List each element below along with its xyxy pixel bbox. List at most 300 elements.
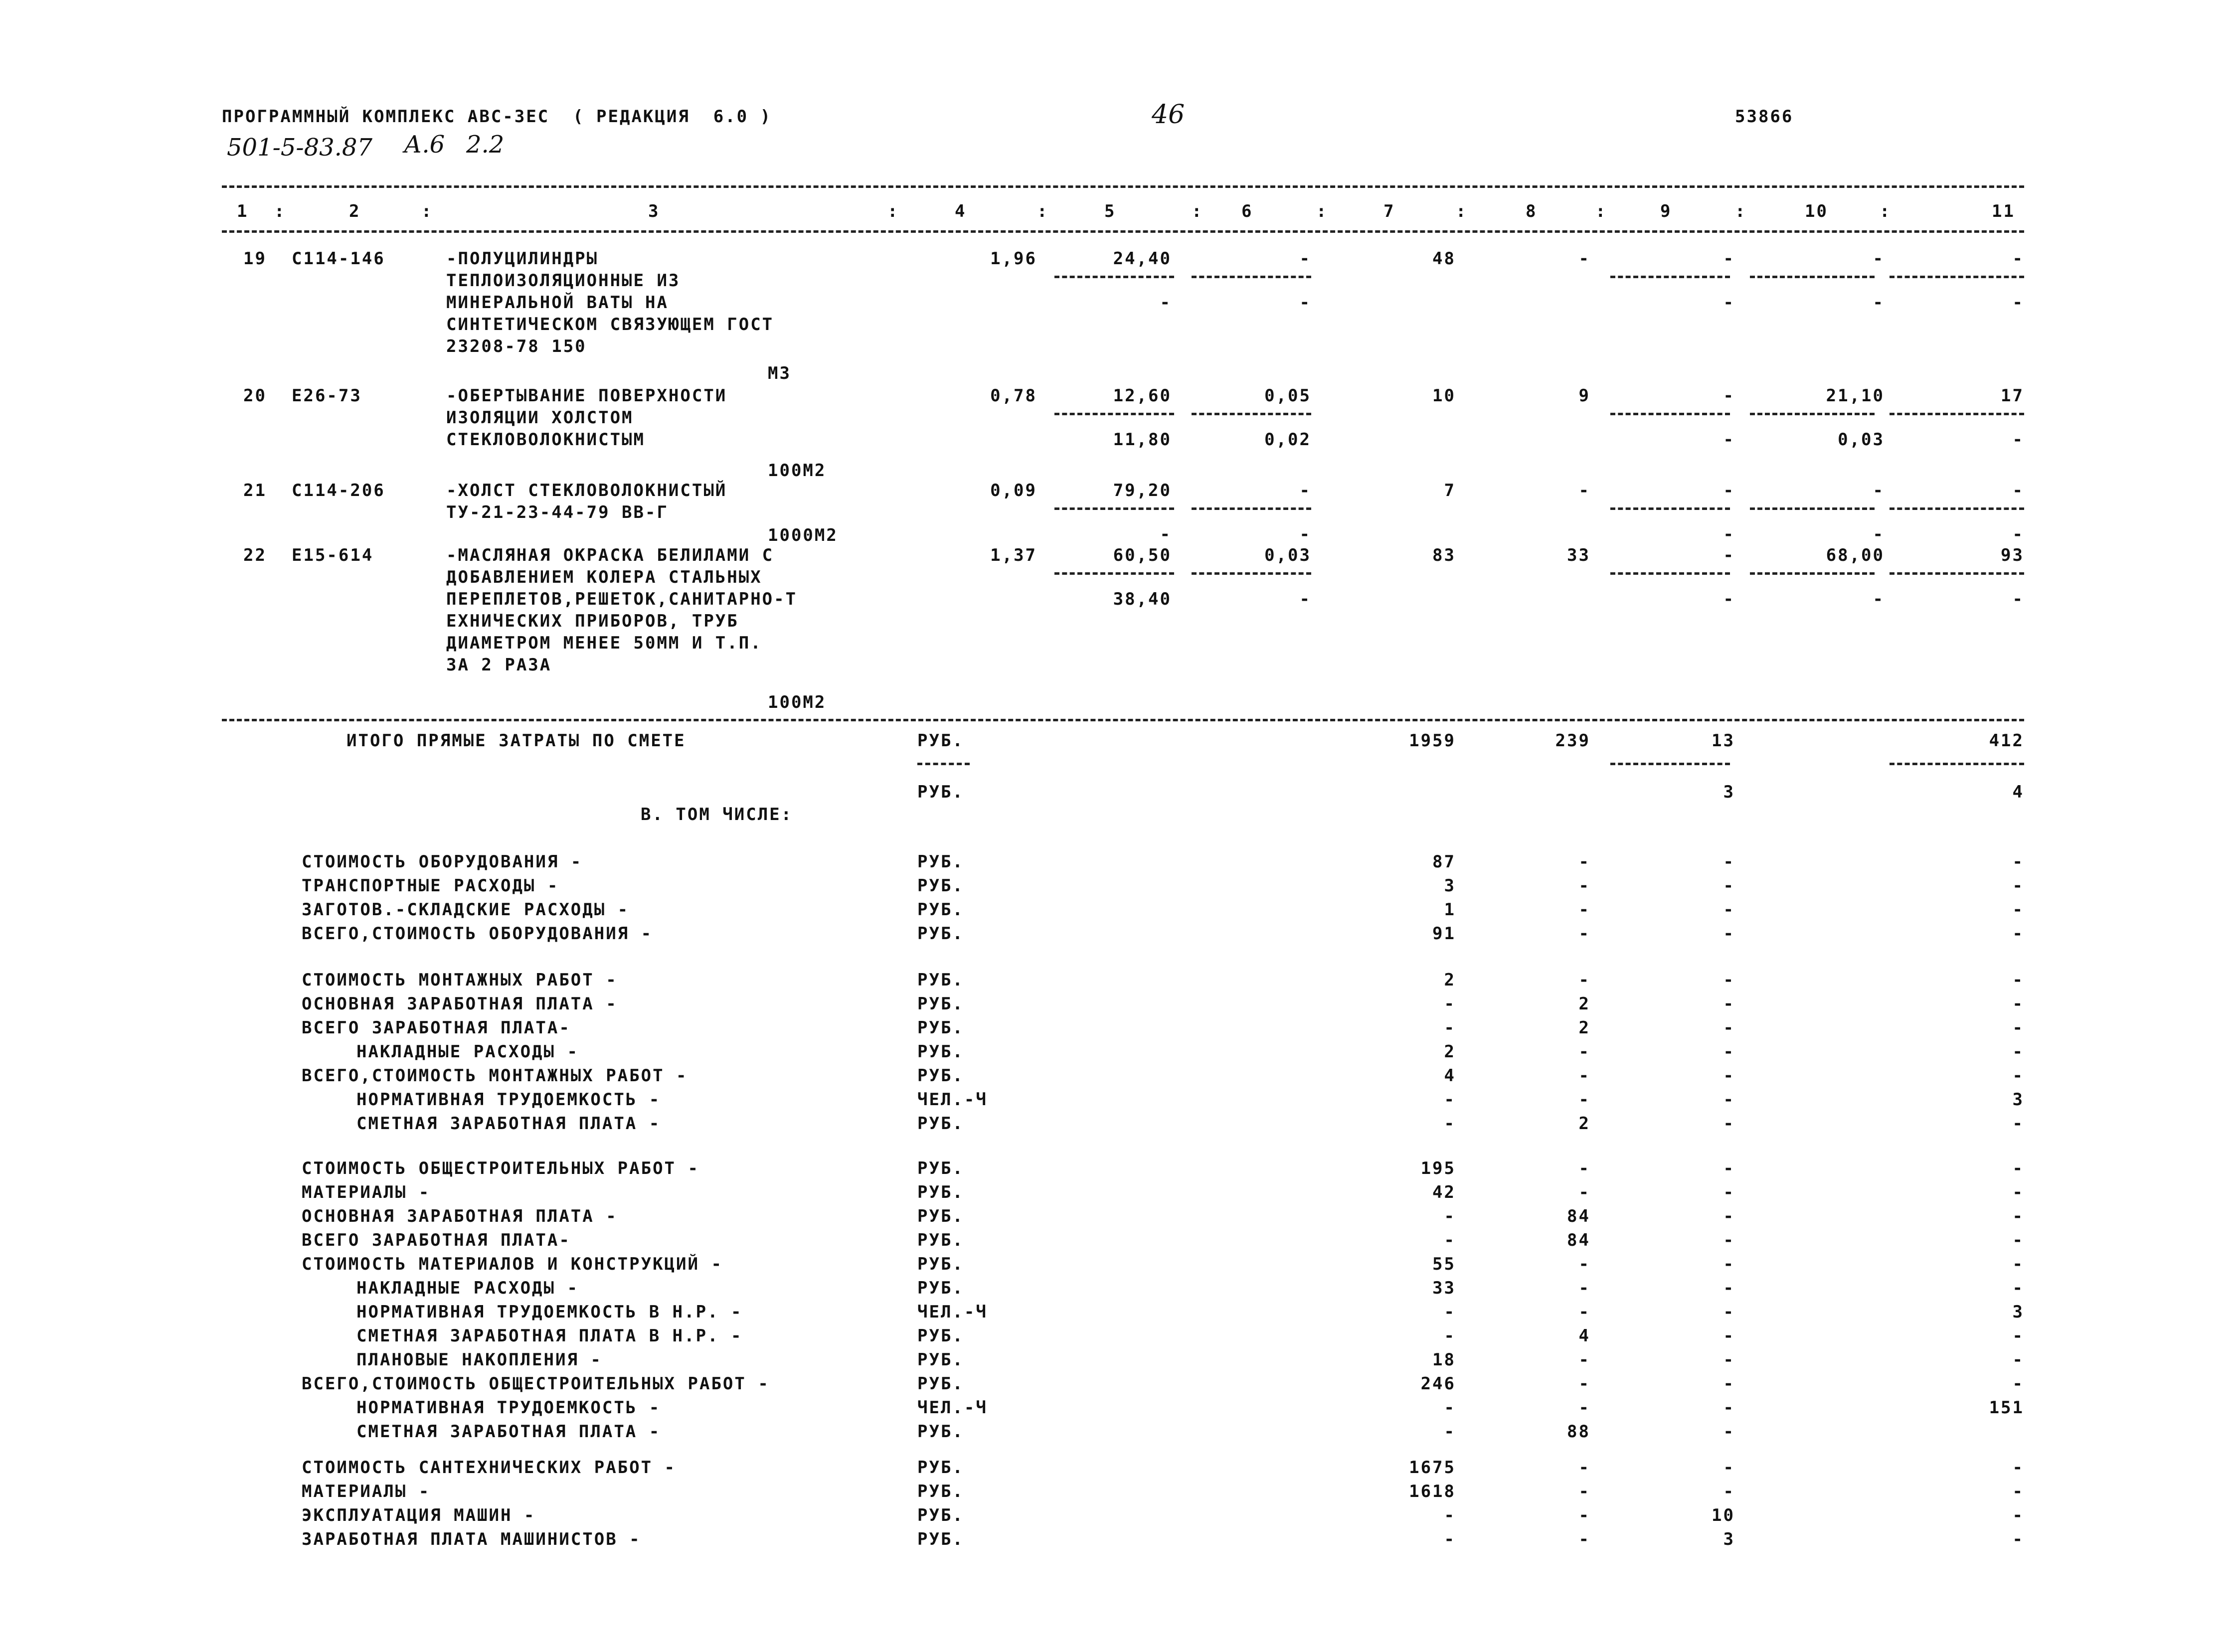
summary-col9: - (1723, 1066, 1735, 1086)
total-col11-sub: 4 (2012, 782, 2024, 802)
summary-col8: - (1578, 1158, 1590, 1178)
row-description-line: -ХОЛСТ СТЕКЛОВОЛОКНИСТЫЙ (446, 481, 727, 500)
cell-divider (1192, 276, 1311, 278)
row-col11-sub: - (2012, 589, 2024, 609)
summary-col11: - (2012, 1458, 2024, 1478)
column-separator: : (421, 201, 433, 221)
total-col9-sub: 3 (1723, 782, 1735, 802)
summary-unit: ЧЕЛ.-Ч (917, 1398, 988, 1418)
summary-col8: - (1578, 1350, 1590, 1370)
summary-col11: - (2012, 1066, 2024, 1086)
row-description-line: ДИАМЕТРОМ МЕНЕЕ 50ММ И Т.П. (446, 633, 762, 653)
row-description-line: -МАСЛЯНАЯ ОКРАСКА БЕЛИЛАМИ С (446, 545, 774, 565)
summary-col11: - (2012, 1350, 2024, 1370)
summary-label: ЗАРАБОТНАЯ ПЛАТА МАШИНИСТОВ - (302, 1529, 641, 1549)
summary-label: ЗАГОТОВ.-СКЛАДСКИЕ РАСХОДЫ - (302, 900, 630, 920)
summary-col11: - (2012, 994, 2024, 1014)
row-code: Е26-73 (292, 386, 362, 406)
total-col8: 239 (1555, 731, 1590, 751)
row-description-line: СИНТЕТИЧЕСКОМ СВЯЗУЮЩЕМ ГОСТ (446, 315, 774, 334)
summary-col11: - (2012, 1206, 2024, 1226)
column-header-11: 11 (1992, 201, 2015, 221)
summary-label: СМЕТНАЯ ЗАРАБОТНАЯ ПЛАТА - (356, 1114, 661, 1134)
column-separator: : (1735, 201, 1747, 221)
column-separator: : (1192, 201, 1204, 221)
summary-col7: 42 (1432, 1182, 1456, 1202)
summary-label: ОСНОВНАЯ ЗАРАБОТНАЯ ПЛАТА - (302, 1206, 618, 1226)
row-col5: 60,50 (1113, 545, 1172, 565)
total-col9: 13 (1712, 731, 1735, 751)
summary-col11: - (2012, 1482, 2024, 1501)
row-col10: - (1873, 249, 1885, 269)
row-description-line: ЗА 2 РАЗА (446, 655, 552, 675)
row-col11: 93 (2001, 545, 2024, 565)
cell-divider (1054, 572, 1174, 575)
summary-col11: - (2012, 1505, 2024, 1525)
row-description-line: ИЗОЛЯЦИИ ХОЛСТОМ (446, 408, 634, 428)
summary-unit: РУБ. (917, 994, 964, 1014)
summary-col9: - (1723, 1278, 1735, 1298)
summary-label: ВСЕГО ЗАРАБОТНАЯ ПЛАТА- (302, 1230, 571, 1250)
including-label: В. ТОМ ЧИСЛЕ: (641, 805, 793, 825)
summary-col9: - (1723, 994, 1735, 1014)
row-col6: 0,05 (1264, 386, 1311, 406)
summary-col9: - (1723, 900, 1735, 920)
row-col8: 33 (1567, 545, 1590, 565)
summary-col11: - (2012, 1114, 2024, 1134)
summary-col9: - (1723, 1182, 1735, 1202)
total-col11: 412 (1989, 731, 2024, 751)
summary-col8: 84 (1567, 1206, 1590, 1226)
summary-col11: - (2012, 1182, 2024, 1202)
summary-col11: - (2012, 900, 2024, 920)
row-col5: 24,40 (1113, 249, 1172, 269)
summary-unit: РУБ. (917, 1482, 964, 1501)
summary-col7: 55 (1432, 1254, 1456, 1274)
summary-col11: - (2012, 1230, 2024, 1250)
summary-unit: РУБ. (917, 852, 964, 872)
column-separator: : (1880, 201, 1892, 221)
summary-col7: 2 (1444, 970, 1456, 990)
summary-col8: - (1578, 1398, 1590, 1418)
summary-col8: - (1578, 1182, 1590, 1202)
summary-label: ВСЕГО,СТОИМОСТЬ ОБОРУДОВАНИЯ - (302, 924, 653, 944)
summary-col9: - (1723, 1374, 1735, 1394)
summary-label: МАТЕРИАЛЫ - (302, 1482, 431, 1501)
summary-label: НОРМАТИВНАЯ ТРУДОЕМКОСТЬ - (356, 1398, 661, 1418)
rule-top (222, 185, 2024, 188)
summary-col9: 3 (1723, 1529, 1735, 1549)
summary-col11: - (2012, 876, 2024, 896)
row-col10: 21,10 (1826, 386, 1885, 406)
row-number: 19 (243, 249, 267, 269)
row-number: 21 (243, 481, 267, 500)
row-col6-sub: - (1299, 589, 1311, 609)
column-header-5: 5 (1104, 201, 1116, 221)
summary-col7: 3 (1444, 876, 1456, 896)
row-description-line: ДОБАВЛЕНИЕМ КОЛЕРА СТАЛЬНЫХ (446, 567, 762, 587)
summary-col8: 2 (1578, 1018, 1590, 1038)
summary-col11: 3 (2012, 1302, 2024, 1322)
summary-col9: - (1723, 1090, 1735, 1110)
row-col6-sub: 0,02 (1264, 430, 1311, 450)
cell-divider (1610, 572, 1730, 575)
row-col8: 9 (1578, 386, 1590, 406)
summary-col7: - (1444, 1090, 1456, 1110)
summary-col9: - (1723, 1458, 1735, 1478)
cell-divider (1192, 572, 1311, 575)
total-unit: РУБ. (917, 731, 964, 751)
column-header-8: 8 (1526, 201, 1538, 221)
summary-col7: 4 (1444, 1066, 1456, 1086)
cell-divider (1750, 276, 1875, 278)
summary-col11: - (2012, 1254, 2024, 1274)
total-unit-2: РУБ. (917, 782, 964, 802)
row-col10: 68,00 (1826, 545, 1885, 565)
row-col11: - (2012, 481, 2024, 500)
cell-divider (1750, 413, 1875, 415)
summary-col7: - (1444, 1398, 1456, 1418)
summary-col11: - (2012, 1018, 2024, 1038)
summary-col9: - (1723, 1230, 1735, 1250)
row-description-line: 23208-78 150 (446, 336, 587, 356)
summary-unit: РУБ. (917, 900, 964, 920)
row-col5-sub: 38,40 (1113, 589, 1172, 609)
summary-label: НАКЛАДНЫЕ РАСХОДЫ - (356, 1278, 579, 1298)
row-description-line: -ОБЕРТЫВАНИЕ ПОВЕРХНОСТИ (446, 386, 727, 406)
row-col11-sub: - (2012, 430, 2024, 450)
summary-col8: - (1578, 1458, 1590, 1478)
summary-col11: - (2012, 1042, 2024, 1062)
column-header-1: 1 (237, 201, 249, 221)
row-code: С114-146 (292, 249, 385, 269)
summary-unit: РУБ. (917, 1158, 964, 1178)
summary-col7: - (1444, 1018, 1456, 1038)
row-col6-sub: - (1299, 524, 1311, 544)
summary-col11: - (2012, 1326, 2024, 1346)
column-header-6: 6 (1241, 201, 1253, 221)
summary-col9: 10 (1712, 1505, 1735, 1525)
row-col5-sub: - (1160, 524, 1172, 544)
summary-col9: - (1723, 1206, 1735, 1226)
summary-col9: - (1723, 1042, 1735, 1062)
column-header-10: 10 (1805, 201, 1828, 221)
summary-label: ПЛАНОВЫЕ НАКОПЛЕНИЯ - (356, 1350, 602, 1370)
summary-col8: - (1578, 1302, 1590, 1322)
row-col9-sub: - (1723, 430, 1735, 450)
summary-col7: - (1444, 1326, 1456, 1346)
summary-col7: 1618 (1409, 1482, 1456, 1501)
row-description-line: ТУ-21-23-44-79 ВВ-Г (446, 502, 669, 522)
summary-unit: РУБ. (917, 1114, 964, 1134)
row-col9-sub: - (1723, 589, 1735, 609)
summary-col11: 151 (1989, 1398, 2024, 1418)
column-header-4: 4 (955, 201, 967, 221)
row-col10-sub: - (1873, 293, 1885, 313)
cell-divider (1054, 413, 1174, 415)
cell-divider (1610, 413, 1730, 415)
summary-col9: - (1723, 1018, 1735, 1038)
row-col11: 17 (2001, 386, 2024, 406)
cell-divider (1750, 572, 1875, 575)
column-header-9: 9 (1660, 201, 1672, 221)
summary-label: СТОИМОСТЬ ОБОРУДОВАНИЯ - (302, 852, 583, 872)
row-unit: 100М2 (768, 461, 827, 481)
total-col11-rule (1890, 763, 2024, 765)
row-col4: 1,96 (990, 249, 1037, 269)
column-separator: : (1456, 201, 1468, 221)
cell-divider (1054, 276, 1174, 278)
row-col7: 48 (1432, 249, 1456, 269)
row-description-line: -ПОЛУЦИЛИНДРЫ (446, 249, 599, 269)
summary-col7: 1675 (1409, 1458, 1456, 1478)
rule-total (222, 719, 2024, 721)
summary-unit: РУБ. (917, 1505, 964, 1525)
summary-label: СТОИМОСТЬ МОНТАЖНЫХ РАБОТ - (302, 970, 618, 990)
row-col8: - (1578, 481, 1590, 500)
row-description-line: МИНЕРАЛЬНОЙ ВАТЫ НА (446, 293, 669, 313)
summary-col7: - (1444, 1529, 1456, 1549)
summary-col8: 4 (1578, 1326, 1590, 1346)
summary-col11: - (2012, 1374, 2024, 1394)
column-separator: : (887, 201, 899, 221)
row-col5: 12,60 (1113, 386, 1172, 406)
cell-divider (1750, 507, 1875, 510)
summary-col11: - (2012, 1529, 2024, 1549)
album-ref: А.6 (404, 131, 445, 159)
row-col11-sub: - (2012, 524, 2024, 544)
summary-label: ОСНОВНАЯ ЗАРАБОТНАЯ ПЛАТА - (302, 994, 618, 1014)
summary-col9: - (1723, 1326, 1735, 1346)
row-col10-sub: - (1873, 524, 1885, 544)
summary-col8: - (1578, 924, 1590, 944)
row-col7: 10 (1432, 386, 1456, 406)
summary-col7: - (1444, 994, 1456, 1014)
summary-col9: - (1723, 1422, 1735, 1442)
page-number: 46 (1152, 100, 1185, 130)
summary-col7: 1 (1444, 900, 1456, 920)
summary-label: СМЕТНАЯ ЗАРАБОТНАЯ ПЛАТА В Н.Р. - (356, 1326, 743, 1346)
part-ref: 2.2 (466, 131, 505, 159)
cell-divider (1890, 507, 2024, 510)
summary-unit: ЧЕЛ.-Ч (917, 1090, 988, 1110)
row-col9-sub: - (1723, 293, 1735, 313)
summary-label: ВСЕГО,СТОИМОСТЬ МОНТАЖНЫХ РАБОТ - (302, 1066, 688, 1086)
summary-col9: - (1723, 924, 1735, 944)
row-col7: 83 (1432, 545, 1456, 565)
summary-col11: - (2012, 924, 2024, 944)
row-col10-sub: 0,03 (1838, 430, 1885, 450)
summary-col11: - (2012, 1158, 2024, 1178)
summary-unit: РУБ. (917, 924, 964, 944)
summary-col7: 246 (1420, 1374, 1456, 1394)
cell-divider (1054, 507, 1174, 510)
summary-col7: 33 (1432, 1278, 1456, 1298)
row-col9: - (1723, 481, 1735, 500)
summary-col9: - (1723, 876, 1735, 896)
summary-unit: РУБ. (917, 1350, 964, 1370)
row-col6-sub: - (1299, 293, 1311, 313)
row-col4: 0,78 (990, 386, 1037, 406)
row-col11: - (2012, 249, 2024, 269)
summary-col8: - (1578, 1374, 1590, 1394)
cell-divider (1890, 413, 2024, 415)
summary-label: МАТЕРИАЛЫ - (302, 1182, 431, 1202)
summary-col7: - (1444, 1206, 1456, 1226)
summary-label: НАКЛАДНЫЕ РАСХОДЫ - (356, 1042, 579, 1062)
summary-unit: РУБ. (917, 1182, 964, 1202)
summary-col8: - (1578, 1529, 1590, 1549)
row-col5-sub: - (1160, 293, 1172, 313)
row-description-line: СТЕКЛОВОЛОКНИСТЫМ (446, 430, 645, 450)
cell-divider (1610, 276, 1730, 278)
summary-col7: 195 (1420, 1158, 1456, 1178)
summary-col11: - (2012, 852, 2024, 872)
row-col5: 79,20 (1113, 481, 1172, 500)
summary-label: ВСЕГО,СТОИМОСТЬ ОБЩЕСТРОИТЕЛЬНЫХ РАБОТ - (302, 1374, 770, 1394)
row-col10-sub: - (1873, 589, 1885, 609)
summary-label: СТОИМОСТЬ МАТЕРИАЛОВ И КОНСТРУКЦИЙ - (302, 1254, 723, 1274)
row-col6: 0,03 (1264, 545, 1311, 565)
summary-unit: РУБ. (917, 1230, 964, 1250)
summary-label: ВСЕГО ЗАРАБОТНАЯ ПЛАТА- (302, 1018, 571, 1038)
summary-col8: 88 (1567, 1422, 1590, 1442)
summary-col7: - (1444, 1302, 1456, 1322)
column-header-3: 3 (648, 201, 660, 221)
summary-col9: - (1723, 852, 1735, 872)
summary-label: НОРМАТИВНАЯ ТРУДОЕМКОСТЬ - (356, 1090, 661, 1110)
total-col7: 1959 (1409, 731, 1456, 751)
summary-label: СМЕТНАЯ ЗАРАБОТНАЯ ПЛАТА - (356, 1422, 661, 1442)
cell-divider (1890, 572, 2024, 575)
summary-col8: - (1578, 970, 1590, 990)
summary-col8: - (1578, 876, 1590, 896)
row-number: 22 (243, 545, 267, 565)
summary-unit: РУБ. (917, 1278, 964, 1298)
summary-col9: - (1723, 1350, 1735, 1370)
summary-unit: РУБ. (917, 1206, 964, 1226)
row-col4: 0,09 (990, 481, 1037, 500)
summary-label: СТОИМОСТЬ ОБЩЕСТРОИТЕЛЬНЫХ РАБОТ - (302, 1158, 699, 1178)
summary-unit: РУБ. (917, 1374, 964, 1394)
summary-col8: - (1578, 852, 1590, 872)
total-label: ИТОГО ПРЯМЫЕ ЗАТРАТЫ ПО СМЕТЕ (346, 731, 686, 751)
summary-col8: - (1578, 1482, 1590, 1501)
total-unit-rule (917, 763, 970, 765)
summary-unit: РУБ. (917, 1326, 964, 1346)
row-col9: - (1723, 249, 1735, 269)
cell-divider (1890, 276, 2024, 278)
summary-col9: - (1723, 1482, 1735, 1501)
summary-unit: РУБ. (917, 1254, 964, 1274)
row-col9: - (1723, 386, 1735, 406)
row-description-line: ТЕПЛОИЗОЛЯЦИОННЫЕ ИЗ (446, 271, 681, 291)
summary-unit: РУБ. (917, 1066, 964, 1086)
row-col9: - (1723, 545, 1735, 565)
row-col9-sub: - (1723, 524, 1735, 544)
summary-label: ЭКСПЛУАТАЦИЯ МАШИН - (302, 1505, 536, 1525)
column-header-2: 2 (349, 201, 361, 221)
row-col8: - (1578, 249, 1590, 269)
row-col5-sub: 11,80 (1113, 430, 1172, 450)
column-separator: : (1316, 201, 1328, 221)
summary-col8: - (1578, 1066, 1590, 1086)
summary-col8: - (1578, 900, 1590, 920)
row-col7: 7 (1444, 481, 1456, 500)
summary-col7: 87 (1432, 852, 1456, 872)
summary-col8: 84 (1567, 1230, 1590, 1250)
summary-unit: РУБ. (917, 1018, 964, 1038)
summary-label: ТРАНСПОРТНЫЕ РАСХОДЫ - (302, 876, 559, 896)
cell-divider (1610, 507, 1730, 510)
row-col6: - (1299, 481, 1311, 500)
row-col4: 1,37 (990, 545, 1037, 565)
row-code: С114-206 (292, 481, 385, 500)
summary-col9: - (1723, 970, 1735, 990)
summary-col8: - (1578, 1042, 1590, 1062)
row-description-line: ЕХНИЧЕСКИХ ПРИБОРОВ, ТРУБ (446, 611, 739, 631)
program-title: ПРОГРАММНЫЙ КОМПЛЕКС АВС-3ЕС ( РЕДАКЦИЯ 6.0 ) (222, 107, 772, 127)
row-unit: 1000М2 (768, 525, 838, 545)
summary-col11: 3 (2012, 1090, 2024, 1110)
summary-col7: - (1444, 1422, 1456, 1442)
summary-col7: 2 (1444, 1042, 1456, 1062)
summary-col9: - (1723, 1114, 1735, 1134)
column-header-7: 7 (1383, 201, 1395, 221)
summary-col9: - (1723, 1158, 1735, 1178)
summary-col8: - (1578, 1254, 1590, 1274)
summary-unit: РУБ. (917, 970, 964, 990)
summary-col7: 18 (1432, 1350, 1456, 1370)
column-separator: : (274, 201, 286, 221)
column-separator: : (1595, 201, 1607, 221)
summary-unit: РУБ. (917, 1529, 964, 1549)
summary-col9: - (1723, 1398, 1735, 1418)
row-col11-sub: - (2012, 293, 2024, 313)
summary-col7: - (1444, 1114, 1456, 1134)
rule-header-bottom (222, 230, 2024, 233)
row-number: 20 (243, 386, 267, 406)
summary-unit: ЧЕЛ.-Ч (917, 1302, 988, 1322)
row-code: Е15-614 (292, 545, 374, 565)
row-unit: 100М2 (768, 692, 827, 712)
column-separator: : (1037, 201, 1049, 221)
summary-unit: РУБ. (917, 1042, 964, 1062)
summary-col7: 91 (1432, 924, 1456, 944)
summary-col9: - (1723, 1254, 1735, 1274)
cell-divider (1192, 413, 1311, 415)
summary-col11: - (2012, 1278, 2024, 1298)
summary-col8: 2 (1578, 994, 1590, 1014)
row-col10: - (1873, 481, 1885, 500)
summary-label: НОРМАТИВНАЯ ТРУДОЕМКОСТЬ В Н.Р. - (356, 1302, 743, 1322)
summary-col11: - (2012, 970, 2024, 990)
summary-col7: - (1444, 1505, 1456, 1525)
summary-unit: РУБ. (917, 876, 964, 896)
summary-unit: РУБ. (917, 1458, 964, 1478)
cell-divider (1192, 507, 1311, 510)
row-unit: М3 (768, 363, 791, 383)
total-col9-rule (1610, 763, 1730, 765)
row-description-line: ПЕРЕПЛЕТОВ,РЕШЕТОК,САНИТАРНО-Т (446, 589, 798, 609)
doc-ref: 501-5-83.87 (227, 134, 373, 162)
row-col6: - (1299, 249, 1311, 269)
summary-col8: 2 (1578, 1114, 1590, 1134)
summary-col8: - (1578, 1090, 1590, 1110)
summary-col7: - (1444, 1230, 1456, 1250)
summary-col8: - (1578, 1505, 1590, 1525)
summary-col9: - (1723, 1302, 1735, 1322)
